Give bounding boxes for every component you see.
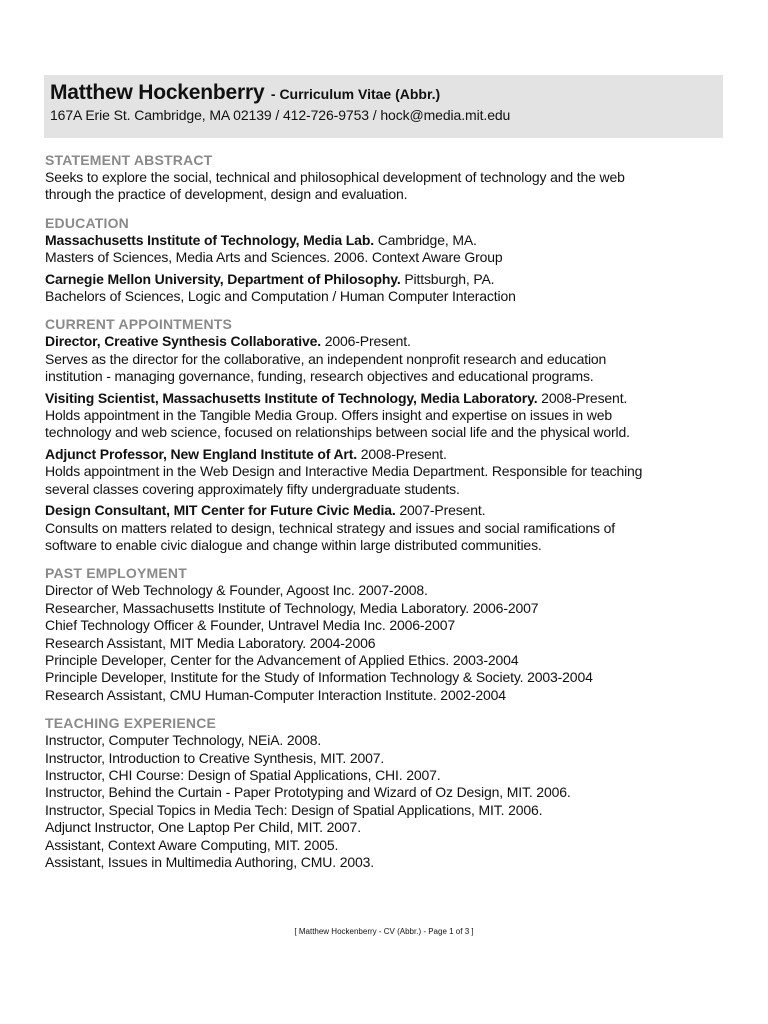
list-item: Instructor, Computer Technology, NEiA. 2008. [45, 732, 322, 749]
list-item: Chief Technology Officer & Founder, Untravel Media Inc. 2006-2007 [45, 617, 455, 634]
section-heading: CURRENT APPOINTMENTS [45, 316, 233, 333]
list-item: Instructor, Special Topics in Media Tech: Design of Spatial Applications, MIT. 2006. [45, 801, 543, 818]
list-item: Principle Developer, Center for the Advancement of Applied Ethics. 2003-2004 [45, 651, 519, 668]
entry-title: Visiting Scientist, Massachusetts Institute of Technology, Media Laboratory. [45, 389, 538, 406]
cv-body [45, 152, 745, 882]
statement-text [45, 169, 745, 204]
entry-title: Massachusetts Institute of Technology, Media Lab. [45, 231, 374, 248]
section-heading: TEACHING EXPERIENCE [45, 715, 217, 732]
entry-title: Adjunct Professor, New England Institute of Art. [45, 445, 357, 462]
text-line: Consults on matters related to design, technical strategy and issues and social ramifications of [45, 519, 616, 536]
list-item: Instructor, Behind the Curtain - Paper Prototyping and Wizard of Oz Design, MIT. 2006. [45, 784, 571, 801]
entry-title-line [45, 390, 745, 407]
text-line: Holds appointment in the Tangible Media Group. Offers insight and expertise on issues in web [45, 407, 613, 424]
section-teaching [45, 715, 745, 871]
document-title: - Curriculum Vitae (Abbr.) [270, 86, 441, 102]
page-footer: [ Matthew Hockenberry - CV (Abbr.) - Page 1 of 3 ] [294, 927, 474, 936]
section-education [45, 215, 745, 306]
appointment-entry [45, 446, 745, 498]
text-line: software to enable civic dialogue and change within large distributed communities. [45, 536, 542, 553]
entry-title-line [45, 271, 745, 288]
list-item: Research Assistant, CMU Human-Computer Interaction Institute. 2002-2004 [45, 686, 506, 703]
appointment-entry [45, 502, 745, 554]
section-statement [45, 152, 745, 204]
appointment-entry [45, 333, 745, 385]
person-name: Matthew Hockenberry [50, 81, 265, 104]
text-line: Holds appointment in the Web Design and Interactive Media Department. Responsible for teaching [45, 463, 643, 480]
section-appointments [45, 316, 745, 554]
cv-header [44, 75, 723, 138]
list-item: Researcher, Massachusetts Institute of Technology, Media Laboratory. 2006-2007 [45, 599, 539, 616]
entry-suffix: 2008-Present. [356, 445, 447, 462]
entry-title: Design Consultant, MIT Center for Future Civic Media. [45, 502, 396, 519]
entry-suffix: 2007-Present. [395, 502, 486, 519]
list-item: Instructor, Introduction to Creative Synthesis, MIT. 2007. [45, 749, 385, 766]
text-line: Seeks to explore the social, technical and philosophical development of technology and the web [45, 169, 625, 185]
text-line: institution - managing governance, funding, research objectives and educational programs. [45, 368, 594, 385]
education-entry [45, 271, 745, 306]
text-line: several classes covering approximately fifty undergraduate students. [45, 480, 460, 497]
entry-title-line [45, 502, 745, 519]
entry-suffix: Cambridge, MA. [373, 231, 477, 248]
list-item: Adjunct Instructor, One Laptop Per Child, MIT. 2007. [45, 819, 361, 836]
entry-suffix: 2008-Present. [537, 389, 628, 406]
section-heading: EDUCATION [45, 214, 129, 231]
contact-info: 167A Erie St. Cambridge, MA 02139 / 412-726-9753 / hock@media.mit.edu [50, 107, 511, 123]
entry-title-line [45, 446, 745, 463]
entry-title: Carnegie Mellon University, Department of Philosophy. [45, 270, 401, 287]
appointment-entry [45, 390, 745, 442]
entry-suffix: Pittsburgh, PA. [400, 270, 495, 287]
list-item: Research Assistant, MIT Media Laboratory. 2004-2006 [45, 634, 376, 651]
section-employment [45, 565, 745, 704]
list-item: Principle Developer, Institute for the Study of Information Technology & Society. 2003-2004 [45, 669, 593, 686]
entry-title-line [45, 333, 745, 350]
entry-suffix: 2006-Present. [321, 333, 411, 350]
teaching-list [45, 732, 745, 871]
list-item: Assistant, Issues in Multimedia Authoring, CMU. 2003. [45, 854, 374, 870]
text-line: Serves as the director for the collaborative, an independent nonprofit research and education [45, 350, 607, 367]
employment-list [45, 582, 745, 704]
text-line: Masters of Sciences, Media Arts and Sciences. 2006. Context Aware Group [45, 249, 503, 266]
text-line: Bachelors of Sciences, Logic and Computation / Human Computer Interaction [45, 288, 516, 305]
entry-title-line [45, 232, 745, 249]
name-line [50, 81, 440, 105]
list-item: Instructor, CHI Course: Design of Spatial Applications, CHI. 2007. [45, 766, 441, 783]
education-entry [45, 232, 745, 267]
entry-title: Director, Creative Synthesis Collaborative. [45, 333, 321, 350]
section-heading: STATEMENT ABSTRACT [45, 152, 213, 168]
section-heading: PAST EMPLOYMENT [45, 565, 187, 582]
text-line: through the practice of development, design and evaluation. [45, 186, 408, 203]
list-item: Assistant, Context Aware Computing, MIT. 2005. [45, 836, 339, 853]
list-item: Director of Web Technology & Founder, Agoost Inc. 2007-2008. [45, 582, 428, 599]
text-line: technology and web science, focused on relationships between social life and the physical world. [45, 424, 630, 441]
